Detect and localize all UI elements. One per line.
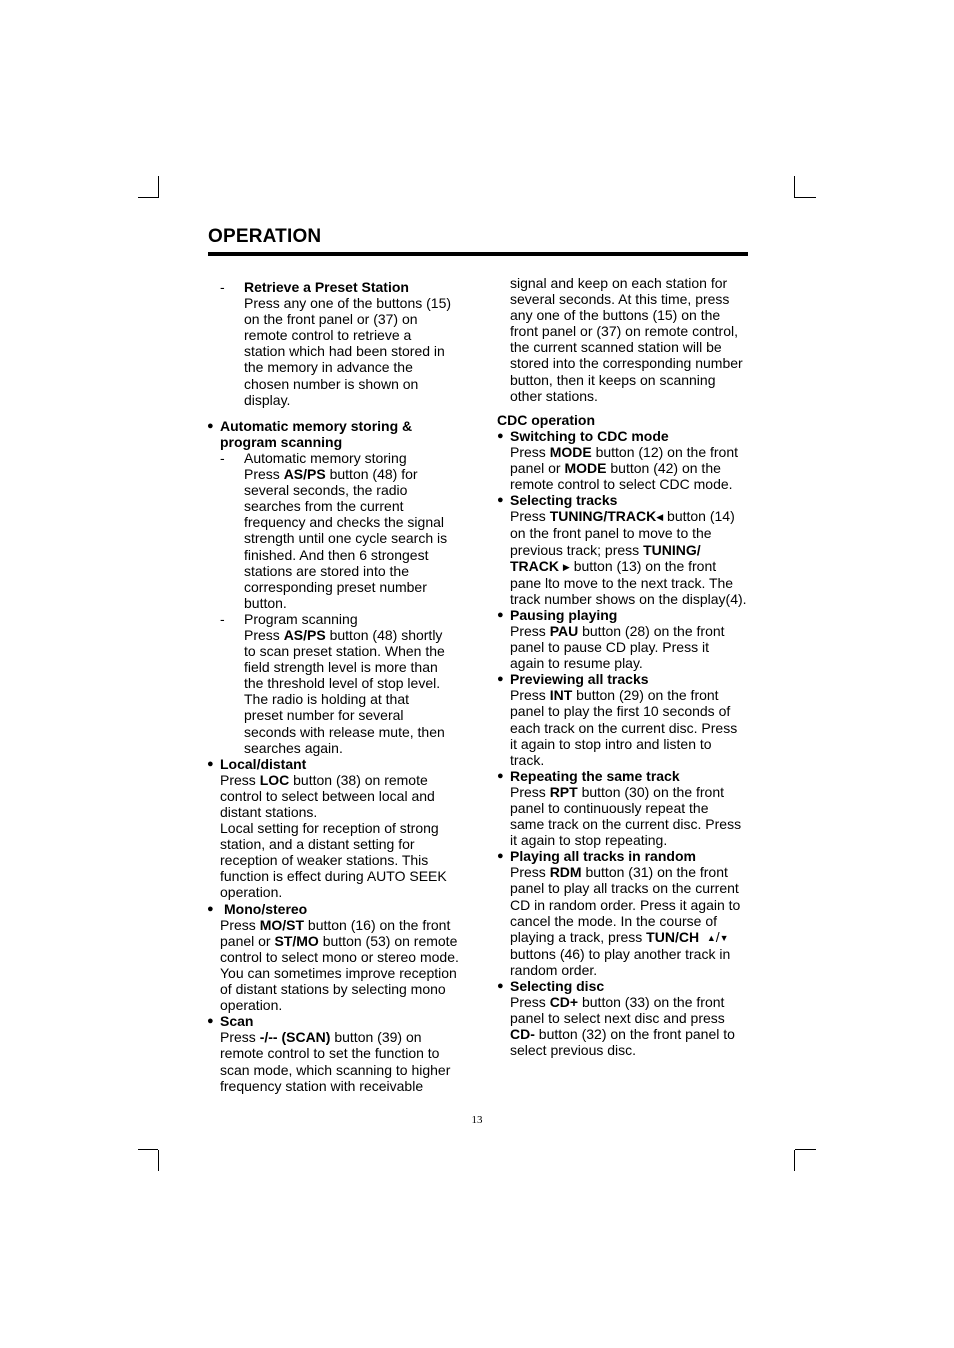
body-line: Press PAU button (28) on the front bbox=[510, 622, 725, 639]
body-line: other stations. bbox=[510, 387, 598, 404]
selecting-tracks-section bbox=[497, 492, 759, 607]
bullet-icon: ● bbox=[207, 1015, 214, 1028]
section-heading: program scanning bbox=[220, 433, 343, 450]
key-label: MODE bbox=[549, 443, 592, 460]
section-heading: Selecting disc bbox=[510, 978, 605, 995]
body-line: track. bbox=[510, 751, 545, 768]
section-heading: Selecting tracks bbox=[510, 492, 618, 509]
body-line: the memory in advance the bbox=[244, 359, 413, 376]
bullet-icon: ● bbox=[497, 769, 504, 782]
body-line: panel to pause CD play. Press it bbox=[510, 639, 709, 656]
auto-memory-storing bbox=[207, 450, 469, 611]
body-line: Press RPT button (30) on the front bbox=[510, 783, 725, 800]
body-line: CD- button (32) on the front panel to bbox=[510, 1026, 735, 1043]
body-line: station, and a distant setting for bbox=[220, 836, 415, 853]
previewing-section bbox=[497, 671, 759, 768]
bullet-icon: ● bbox=[497, 673, 504, 686]
key-label: MODE bbox=[564, 460, 607, 477]
body-line: same track on the current disc. Press bbox=[510, 816, 742, 833]
body-line: any one of the buttons (15) on the bbox=[510, 307, 721, 324]
body-line: You can sometimes improve reception bbox=[220, 964, 457, 981]
body-line: it again to stop repeating. bbox=[510, 832, 668, 849]
body-line: panel to select next disc and press bbox=[510, 1010, 725, 1027]
body-line: function is effect during AUTO SEEK bbox=[220, 868, 447, 885]
body-line: reception of weaker stations. This bbox=[220, 852, 429, 869]
body-line: distant stations. bbox=[220, 804, 318, 820]
sub-heading: Automatic memory storing bbox=[244, 449, 407, 466]
body-line: finished. And then 6 strongest bbox=[244, 546, 429, 563]
body-line: playing a track, press TUN/CH ▲/▼ bbox=[510, 928, 729, 945]
body-line: panel or MODE button (42) on the bbox=[510, 460, 721, 477]
section-heading: Switching to CDC mode bbox=[510, 427, 669, 444]
body-line: frequency and checks the signal bbox=[244, 514, 445, 531]
key-label: TUNING/TRACK bbox=[549, 508, 657, 525]
body-line: random order. bbox=[510, 961, 598, 978]
bullet-icon: ● bbox=[497, 980, 504, 993]
body-line: preset number for several bbox=[244, 707, 404, 724]
body-line: seconds with release mute, then bbox=[244, 723, 445, 740]
body-line: operation. bbox=[220, 884, 283, 901]
body-line: several seconds, the radio bbox=[244, 482, 408, 499]
selecting-disc-section bbox=[497, 978, 759, 1058]
bullet-icon: ● bbox=[207, 757, 214, 770]
section-heading: Mono/stereo bbox=[224, 900, 308, 917]
body-line: button. bbox=[244, 594, 287, 611]
dash-marker: - bbox=[220, 449, 225, 466]
body-line: on the front panel to move to the bbox=[510, 525, 712, 542]
key-label: TUN/CH bbox=[646, 928, 700, 945]
body-line: to scan preset station. When the bbox=[244, 643, 445, 660]
crop-mark bbox=[158, 176, 159, 198]
dash-marker: - bbox=[220, 610, 225, 627]
body-line: panel to continuously repeat the bbox=[510, 800, 709, 816]
up-arrow-icon: ▲ bbox=[706, 932, 716, 943]
left-arrow-icon: ◀ bbox=[656, 512, 664, 523]
body-line: buttons (46) to play another track in bbox=[510, 945, 731, 962]
body-line: stations are stored into the bbox=[244, 562, 409, 579]
down-arrow-icon: ▼ bbox=[719, 932, 729, 943]
body-line: control to select between local and bbox=[220, 787, 435, 804]
body-line: Press AS/PS button (48) for bbox=[244, 466, 418, 483]
body-line: Press CD+ button (33) on the front bbox=[510, 994, 725, 1011]
key-label: TUNING/ bbox=[643, 541, 701, 558]
body-line: The radio is holding at that bbox=[244, 691, 409, 708]
key-label: MO/ST bbox=[259, 916, 305, 933]
body-line: TRACK ▶ button (13) on the front bbox=[510, 557, 717, 574]
body-line: frequency station with receivable bbox=[220, 1077, 424, 1094]
key-label: LOC bbox=[259, 771, 290, 788]
title-rule bbox=[208, 252, 748, 256]
crop-mark bbox=[794, 176, 795, 198]
body-line: control to select mono or stereo mode. bbox=[220, 948, 459, 965]
body-line: Local setting for reception of strong bbox=[220, 820, 439, 837]
body-line: Press -/-- (SCAN) button (39) on bbox=[220, 1029, 422, 1046]
left-column bbox=[207, 279, 469, 1094]
body-line: scan mode, which scanning to higher bbox=[220, 1061, 451, 1078]
body-line: remote control to set the function to bbox=[220, 1045, 440, 1062]
body-line: each track on the current disc. Press bbox=[510, 719, 738, 736]
body-line: again to resume play. bbox=[510, 655, 643, 672]
body-line: pane lto move to the next track. The bbox=[510, 574, 734, 591]
body-line: Press RDM button (31) on the front bbox=[510, 864, 728, 881]
body-line: front panel or (37) on remote control, bbox=[510, 323, 739, 340]
body-line: Press AS/PS button (48) shortly bbox=[244, 626, 443, 643]
switch-cdc-section bbox=[497, 428, 759, 492]
body-line: remote control to retrieve a bbox=[244, 327, 412, 344]
body-line: cancel the mode. In the course of bbox=[510, 912, 718, 929]
crop-mark bbox=[795, 197, 816, 198]
body-line: panel to play the first 10 seconds of bbox=[510, 703, 731, 720]
bullet-icon: ● bbox=[497, 429, 504, 442]
section-heading: Pausing playing bbox=[510, 606, 618, 623]
section-heading: Previewing all tracks bbox=[510, 671, 649, 688]
repeating-section bbox=[497, 768, 759, 848]
body-line: Press TUNING/TRACK◀ button (14) bbox=[510, 508, 735, 525]
scan-section bbox=[207, 1013, 469, 1093]
body-line: the threshold level of stop level. bbox=[244, 675, 441, 692]
crop-mark bbox=[158, 1150, 159, 1171]
mono-stereo-section bbox=[207, 901, 469, 1014]
section-heading: Scan bbox=[220, 1013, 254, 1030]
random-section bbox=[497, 848, 759, 978]
retrieve-preset-section bbox=[207, 279, 469, 408]
body-line: display. bbox=[244, 391, 291, 408]
body-line: CD in random order. Press it again to bbox=[510, 896, 741, 913]
right-arrow-icon: ▶ bbox=[562, 561, 570, 572]
key-label: INT bbox=[549, 687, 573, 704]
dash-marker: - bbox=[220, 279, 225, 295]
crop-mark bbox=[795, 1149, 816, 1150]
sub-heading: Program scanning bbox=[244, 610, 358, 627]
body-line: station which had been stored in bbox=[244, 343, 445, 360]
section-heading: Automatic memory storing & bbox=[220, 417, 413, 434]
pausing-section bbox=[497, 607, 759, 671]
body-line: Press any one of the buttons (15) bbox=[244, 295, 452, 312]
page-number: 13 bbox=[471, 1114, 483, 1126]
crop-mark bbox=[794, 1150, 795, 1171]
section-heading: Playing all tracks in random bbox=[510, 848, 696, 865]
key-label: RDM bbox=[549, 864, 582, 881]
scan-continued bbox=[497, 275, 759, 404]
local-distant-section bbox=[207, 756, 469, 901]
bullet-icon: ● bbox=[497, 608, 504, 621]
section-heading: Retrieve a Preset Station bbox=[244, 279, 409, 295]
body-line: searches from the current bbox=[244, 498, 404, 515]
auto-memory-section bbox=[207, 418, 469, 450]
body-line: of distant stations by selecting mono bbox=[220, 981, 446, 998]
page-title: OPERATION bbox=[208, 226, 322, 247]
key-label: CD+ bbox=[549, 994, 579, 1011]
body-line: on the front panel or (37) on bbox=[244, 311, 418, 328]
body-line: signal and keep on each station for bbox=[510, 275, 728, 291]
body-line: strength until one cycle search is bbox=[244, 530, 448, 547]
body-line: chosen number is shown on bbox=[244, 375, 419, 392]
body-line: Press MODE button (12) on the front bbox=[510, 443, 739, 460]
body-line: several seconds. At this time, press bbox=[510, 291, 730, 308]
program-scanning bbox=[207, 611, 469, 756]
key-label: TRACK bbox=[510, 557, 559, 574]
body-line: panel to play all tracks on the current bbox=[510, 880, 739, 897]
body-line: it again to stop intro and listen to bbox=[510, 735, 712, 752]
body-line: operation. bbox=[220, 997, 283, 1014]
key-label: ST/MO bbox=[274, 932, 319, 949]
key-label: RPT bbox=[549, 783, 578, 800]
key-label: -/-- (SCAN) bbox=[259, 1029, 331, 1046]
body-line: stored into the corresponding number bbox=[510, 355, 743, 372]
body-line: Press MO/ST button (16) on the front bbox=[220, 916, 451, 933]
body-line: button, then it keeps on scanning bbox=[510, 371, 716, 388]
body-line: remote control to select CDC mode. bbox=[510, 476, 733, 493]
bullet-icon: ● bbox=[207, 419, 214, 432]
crop-mark bbox=[138, 197, 158, 198]
key-label: AS/PS bbox=[283, 466, 326, 483]
bullet-icon: ● bbox=[497, 494, 504, 507]
bullet-icon: ● bbox=[497, 850, 504, 863]
body-line: searches again. bbox=[244, 739, 343, 756]
body-line: corresponding preset number bbox=[244, 578, 427, 595]
cdc-heading: CDC operation bbox=[497, 411, 595, 428]
body-line: select previous disc. bbox=[510, 1042, 637, 1059]
body-line: Press LOC button (38) on remote bbox=[220, 771, 428, 788]
section-heading: Repeating the same track bbox=[510, 767, 680, 784]
body-line: the current scanned station will be bbox=[510, 339, 722, 356]
bullet-icon: ● bbox=[207, 902, 214, 915]
key-label: CD- bbox=[510, 1026, 535, 1043]
body-line: Press INT button (29) on the front bbox=[510, 687, 719, 704]
body-line: panel or ST/MO button (53) on remote bbox=[220, 932, 458, 949]
body-line: previous track; press TUNING/ bbox=[510, 541, 701, 558]
section-heading: Local/distant bbox=[220, 755, 307, 772]
right-column bbox=[497, 275, 759, 1059]
body-line: field strength level is more than bbox=[244, 659, 438, 676]
key-label: PAU bbox=[549, 622, 579, 639]
key-label: AS/PS bbox=[283, 626, 326, 643]
crop-mark bbox=[138, 1149, 158, 1150]
body-line: track number shows on the display(4). bbox=[510, 590, 747, 607]
